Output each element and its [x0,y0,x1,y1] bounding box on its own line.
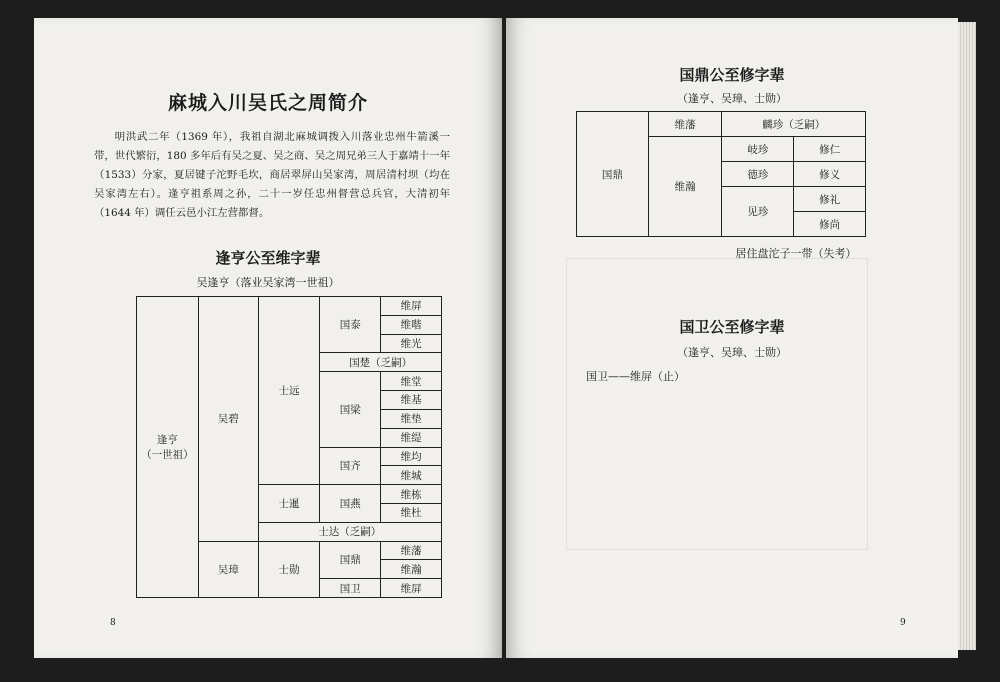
gen4-guowei: 国卫 [320,579,381,598]
gen2-wubi: 吴碧 [198,297,258,542]
gen4-guotai: 国泰 [320,297,381,353]
gen4-xiuren: 修仁 [794,137,866,162]
gen3-shixian: 士暹 [258,485,320,523]
gen2-weihan: 维瀚 [648,137,722,237]
root-note: （一世祖） [141,449,194,461]
page-number-left: 8 [110,618,116,628]
root-name: 逢亨 [156,434,178,446]
gen5-wei-fan: 维藩 [381,541,442,560]
gen5-wei-jie: 维喈 [381,315,442,334]
intro-paragraph: 明洪武二年（1369 年），我祖自湖北麻城调拨入川落业忠州牛箭溪一带，世代繁衍，180 多年后有吴之夏、吴之商、吴之周兄弟三人于嘉靖十一年（1533）分家，夏居键子沱野毛坎，商居翠屏山吴家湾，周居清村坝（均在吴家湾左右）。逢亨祖系周之孙，二十一岁任忠州督营总兵官，大清初年（1644 年）调任云邑小江左营都督。 [94,131,450,219]
gen5-wei-ji: 维基 [381,391,442,410]
section2-caption: （逢亨、吴璋、士勋） [677,346,787,359]
gen4-guoqi: 国齐 [320,447,381,485]
gen4-guoliang: 国梁 [320,372,381,447]
gen3-qizhen: 岐珍 [722,137,794,162]
gen4-guochu: 国楚（乏嗣） [320,353,442,372]
gen5-wei-ping2: 维屏 [381,579,442,598]
bleed-through-shadow [566,258,868,550]
gen2-wuzhang: 吴璋 [198,541,258,597]
genealogy-table-right [576,111,866,237]
section-caption: 吴逢亨（落业吴家湾一世祖） [196,276,340,289]
section1-caption: （逢亨、吴璋、士勋） [677,92,787,105]
gen4-xiuli: 修礼 [794,187,866,212]
section2-line: 国卫——维屏（止） [586,370,685,383]
gen3-dezhen: 德珍 [722,162,794,187]
gen4-guoyan: 国燕 [320,485,381,523]
section1-title: 国鼎公至修字辈 [679,66,785,84]
gen3-jianzhen: 见珍 [722,187,794,237]
gen3-linzhen: 麟珍（乏嗣） [722,112,866,137]
page-title: 麻城入川吴氏之周简介 [167,92,368,114]
left-page [34,18,502,658]
gen5-wei-dong: 维栋 [381,485,442,504]
root-guoding: 国鼎 [577,112,649,237]
gen3-shixun: 士勋 [258,541,320,597]
gen4-guoding: 国鼎 [320,541,381,579]
gen5-wei-ping: 维屏 [381,297,442,316]
gen5-wei-du: 维杜 [381,503,442,522]
section1-note: 居住盘沱子一带（失考） [735,247,857,260]
page-edges [958,22,976,650]
gen2-weifan: 维藩 [648,112,722,137]
section2-title: 国卫公至修字辈 [679,318,785,336]
section-title: 逢亨公至维字辈 [215,249,321,267]
gen5-wei-ti: 维缇 [381,428,442,447]
gen3-shida: 士达（乏嗣） [258,522,441,541]
gen5-wei-dian: 维垫 [381,409,442,428]
gen4-xiuyi: 修义 [794,162,866,187]
root-cell [137,297,199,598]
gen4-xiushang: 修尚 [794,212,866,237]
gen5-wei-han: 维瀚 [381,560,442,579]
page-number-right: 9 [900,618,906,628]
right-page [506,18,958,658]
gen5-wei-cheng: 维城 [381,466,442,485]
gen5-wei-tang: 维堂 [381,372,442,391]
gen5-wei-guang: 维光 [381,334,442,353]
genealogy-table-left [136,296,442,598]
gen3-shiyuan: 士远 [258,297,320,485]
gen5-wei-jun: 维均 [381,447,442,466]
